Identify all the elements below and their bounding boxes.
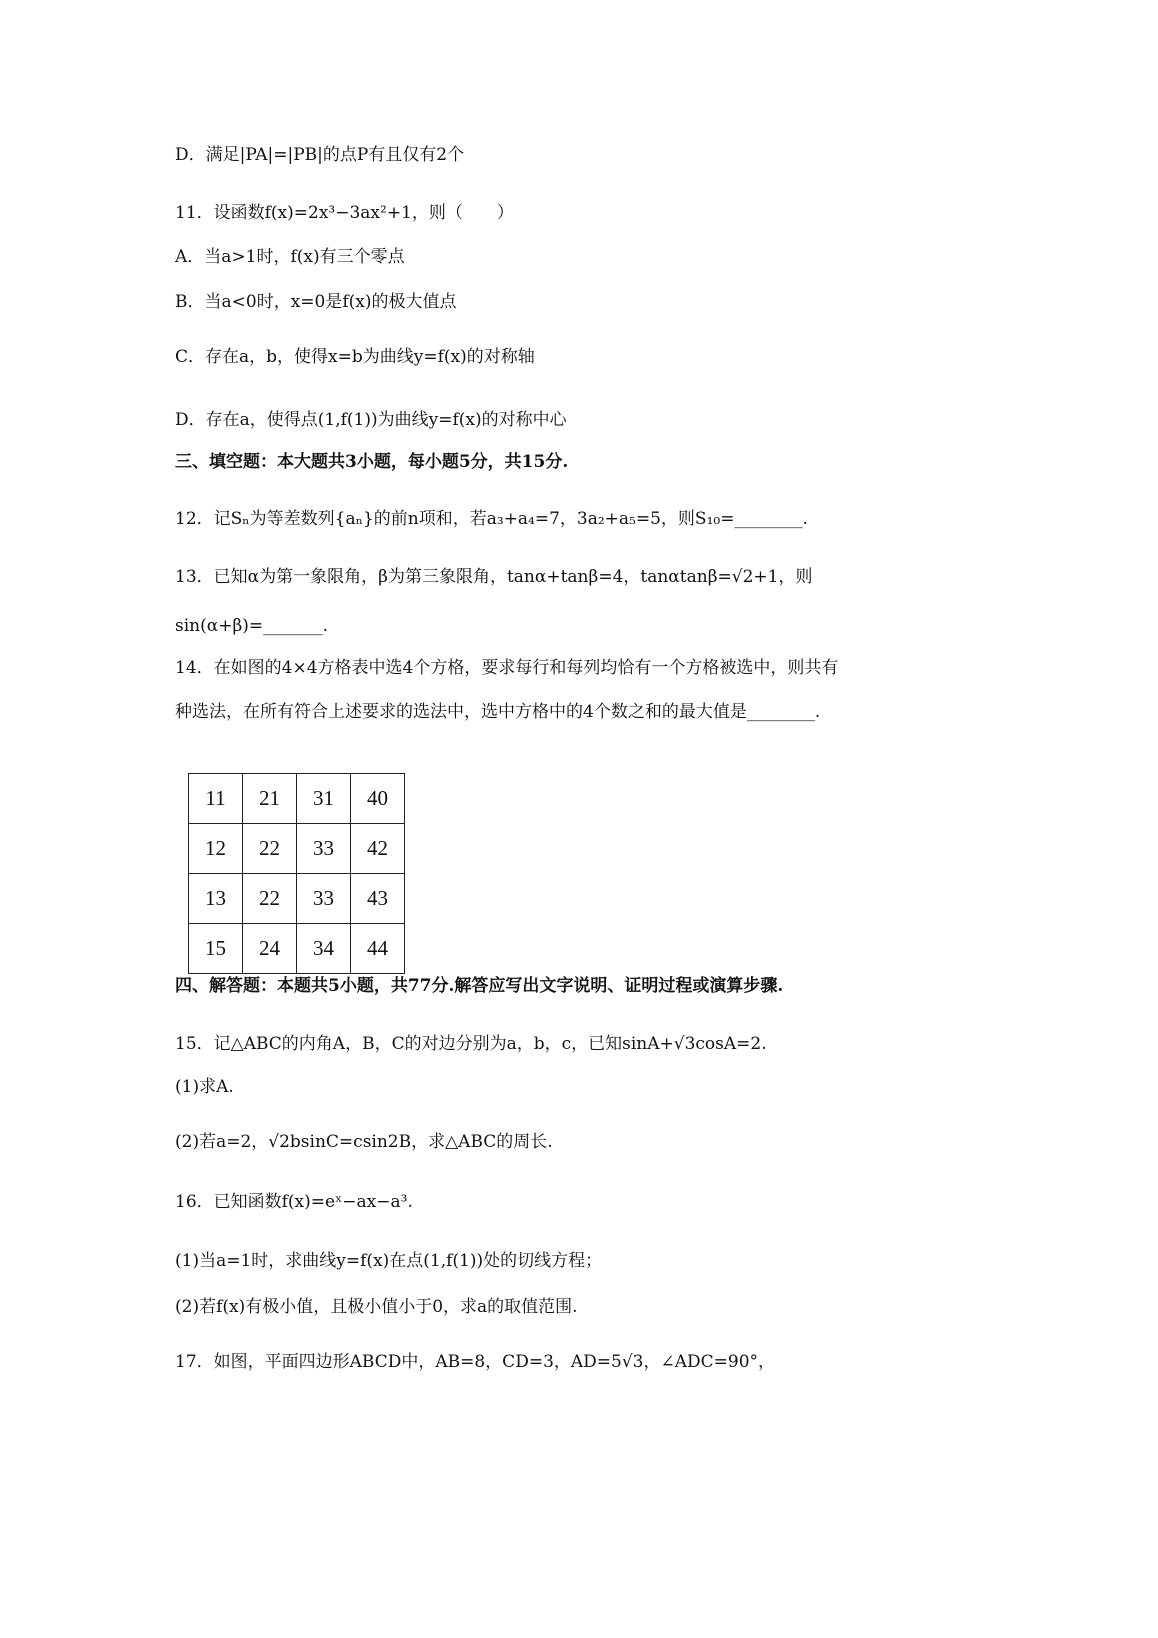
- question-16-part-1: (1)当a=1时，求曲线y=f(x)在点(1,f(1))处的切线方程；: [175, 1251, 603, 1271]
- question-16-part-2: (2)若f(x)有极小值，且极小值小于0，求a的取值范围.: [175, 1297, 578, 1317]
- question-17: 17．如图，平面四边形ABCD中，AB=8，CD=3，AD=5√3，∠ADC=90°，: [175, 1352, 776, 1372]
- question-14-cont: 种选法，在所有符合上述要求的选法中，选中方格中的4个数之和的最大值是________.: [175, 702, 821, 722]
- grid-row: [189, 874, 405, 924]
- option-b-q11: B．当a<0时，x=0是f(x)的极大值点: [175, 292, 457, 312]
- grid-cell: 21: [243, 774, 297, 824]
- grid-cell: 22: [243, 874, 297, 924]
- question-12: 12．记Sₙ为等差数列{aₙ}的前n项和，若a₃+a₄=7，3a₂+a₅=5，则S₁₀=________.: [175, 509, 808, 529]
- grid-cell: 24: [243, 924, 297, 974]
- question-16: 16．已知函数f(x)=eˣ−ax−a³.: [175, 1192, 413, 1212]
- option-d-q11: D．存在a，使得点(1,f(1))为曲线y=f(x)的对称中心: [175, 410, 567, 430]
- grid-cell: 43: [351, 874, 405, 924]
- grid-cell: 34: [297, 924, 351, 974]
- grid-cell: 44: [351, 924, 405, 974]
- option-c-q11: C．存在a，b，使得x=b为曲线y=f(x)的对称轴: [175, 347, 535, 367]
- question-13: 13．已知α为第一象限角，β为第三象限角，tanα+tanβ=4，tanαtanβ=√2+1，则: [175, 567, 813, 587]
- grid-cell: 33: [297, 824, 351, 874]
- section-three-heading: 三、填空题：本大题共3小题，每小题5分，共15分.: [175, 452, 569, 472]
- question-13-cont: sin(α+β)=_______.: [175, 616, 329, 636]
- grid-cell: 22: [243, 824, 297, 874]
- question-15-part-2: (2)若a=2，√2bsinC=csin2B，求△ABC的周长.: [175, 1132, 553, 1152]
- section-four-heading: 四、解答题：本题共5小题，共77分.解答应写出文字说明、证明过程或演算步骤.: [175, 976, 784, 996]
- grid-cell: 42: [351, 824, 405, 874]
- question-11: 11．设函数f(x)=2x³−3ax²+1，则（ ）: [175, 203, 514, 223]
- grid-cell: 12: [189, 824, 243, 874]
- grid-cell: 33: [297, 874, 351, 924]
- grid-row: [189, 824, 405, 874]
- option-a-q11: A．当a>1时，f(x)有三个零点: [175, 247, 405, 267]
- grid-cell: 31: [297, 774, 351, 824]
- grid-cell: 40: [351, 774, 405, 824]
- grid-row: [189, 924, 405, 974]
- grid-cell: 11: [189, 774, 243, 824]
- grid-cell: 15: [189, 924, 243, 974]
- grid-cell: 13: [189, 874, 243, 924]
- question-15-part-1: (1)求A.: [175, 1077, 234, 1097]
- number-grid: [188, 773, 405, 974]
- question-15: 15．记△ABC的内角A，B，C的对边分别为a，b，c，已知sinA+√3cosA=2.: [175, 1034, 767, 1054]
- grid-row: [189, 774, 405, 824]
- option-d-q10: D．满足|PA|=|PB|的点P有且仅有2个: [175, 145, 465, 165]
- question-14: 14．在如图的4×4方格表中选4个方格，要求每行和每列均恰有一个方格被选中，则共有: [175, 658, 839, 678]
